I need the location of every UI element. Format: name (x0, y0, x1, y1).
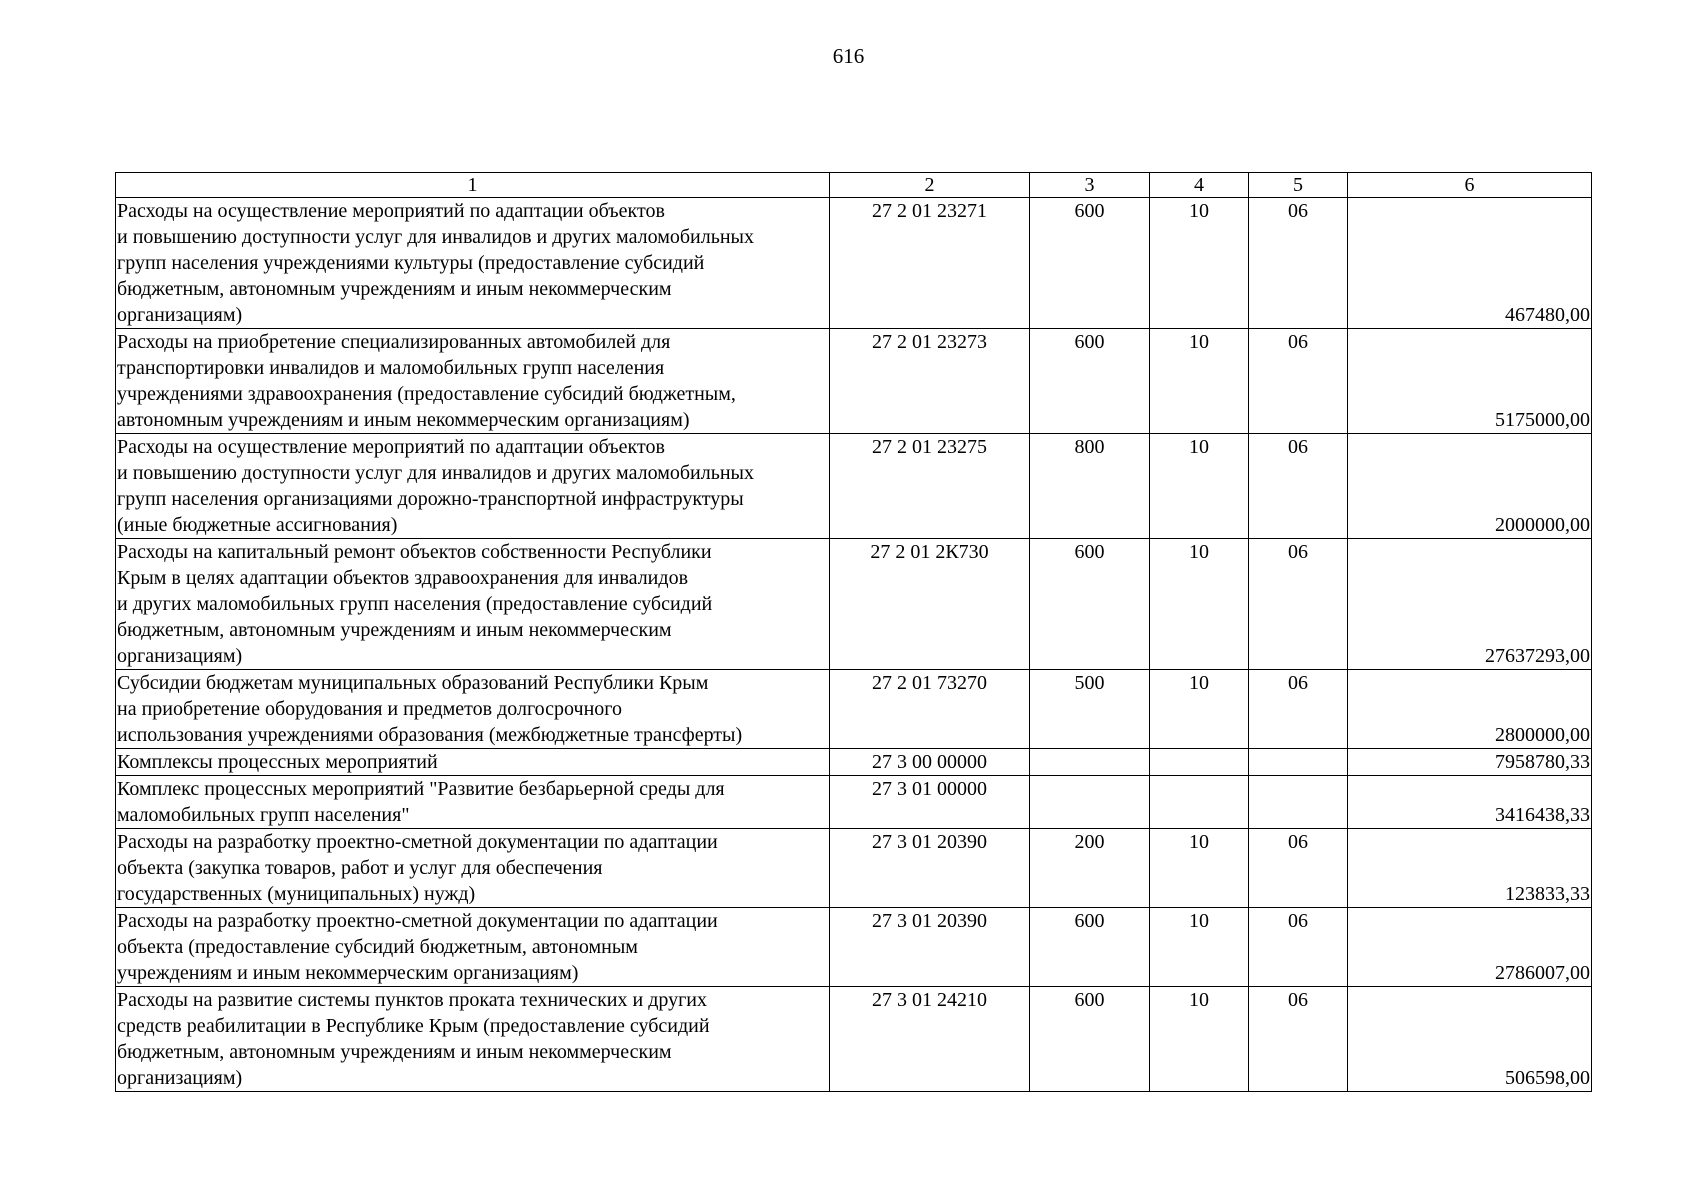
section-code: 10 (1150, 670, 1249, 749)
subsection-code: 06 (1249, 829, 1348, 908)
amount-value: 27637293,00 (1348, 539, 1592, 670)
amount-value: 467480,00 (1348, 198, 1592, 329)
subsection-code (1249, 749, 1348, 776)
subsection-code: 06 (1249, 198, 1348, 329)
subsection-code: 06 (1249, 539, 1348, 670)
subsection-code: 06 (1249, 670, 1348, 749)
target-article-code: 27 3 01 00000 (830, 776, 1030, 829)
subsection-code: 06 (1249, 987, 1348, 1092)
section-code: 10 (1150, 908, 1249, 987)
amount-value: 506598,00 (1348, 987, 1592, 1092)
subsection-code (1249, 776, 1348, 829)
table-row (116, 749, 1592, 776)
table-row (116, 670, 1592, 749)
table-row (116, 539, 1592, 670)
row-description: Расходы на приобретение специализированных автомобилей для транспортировки инвалидов и маломобильных групп населения учреждениями здравоохранения (предоставление субсидий бюджетным, автономным учреждениям и иным некоммерческим организациям) (116, 329, 830, 434)
expense-type-code: 600 (1030, 987, 1150, 1092)
target-article-code: 27 3 01 20390 (830, 829, 1030, 908)
expense-type-code: 600 (1030, 198, 1150, 329)
section-code: 10 (1150, 829, 1249, 908)
expense-type-code: 600 (1030, 329, 1150, 434)
table-row (116, 776, 1592, 829)
column-header: 3 (1030, 173, 1150, 198)
row-description: Расходы на осуществление мероприятий по адаптации объектов и повышению доступности услуг для инвалидов и других маломобильных групп населения учреждениями культуры (предоставление субсидий бюджетным, автономным учреждениям и иным некоммерческим организациям) (116, 198, 830, 329)
column-header: 2 (830, 173, 1030, 198)
subsection-code: 06 (1249, 908, 1348, 987)
subsection-code: 06 (1249, 329, 1348, 434)
section-code: 10 (1150, 329, 1249, 434)
section-code: 10 (1150, 987, 1249, 1092)
table-row (116, 908, 1592, 987)
target-article-code: 27 3 00 00000 (830, 749, 1030, 776)
column-header: 1 (116, 173, 830, 198)
section-code (1150, 776, 1249, 829)
amount-value: 7958780,33 (1348, 749, 1592, 776)
amount-value: 2800000,00 (1348, 670, 1592, 749)
row-description: Комплекс процессных мероприятий "Развитие безбарьерной среды для маломобильных групп населения" (116, 776, 830, 829)
row-description: Комплексы процессных мероприятий (116, 749, 830, 776)
row-description: Расходы на разработку проектно-сметной документации по адаптации объекта (предоставление субсидий бюджетным, автономным учреждениям и иным некоммерческим организациям) (116, 908, 830, 987)
amount-value: 2000000,00 (1348, 434, 1592, 539)
budget-table (115, 172, 1592, 1092)
subsection-code: 06 (1249, 434, 1348, 539)
table-row (116, 434, 1592, 539)
expense-type-code (1030, 776, 1150, 829)
target-article-code: 27 2 01 23271 (830, 198, 1030, 329)
target-article-code: 27 2 01 2К730 (830, 539, 1030, 670)
column-header: 4 (1150, 173, 1249, 198)
column-header: 6 (1348, 173, 1592, 198)
target-article-code: 27 2 01 73270 (830, 670, 1030, 749)
table-row (116, 329, 1592, 434)
expense-type-code: 200 (1030, 829, 1150, 908)
target-article-code: 27 3 01 20390 (830, 908, 1030, 987)
amount-value: 5175000,00 (1348, 329, 1592, 434)
row-description: Расходы на капитальный ремонт объектов собственности Республики Крым в целях адаптации объектов здравоохранения для инвалидов и других маломобильных групп населения (предоставление субсидий бюджетным, автономным учреждениям и иным некоммерческим организациям) (116, 539, 830, 670)
table-header-row (116, 173, 1592, 198)
expense-type-code: 800 (1030, 434, 1150, 539)
row-description: Субсидии бюджетам муниципальных образований Республики Крым на приобретение оборудования и предметов долгосрочного использования учреждениями образования (межбюджетные трансферты) (116, 670, 830, 749)
section-code: 10 (1150, 539, 1249, 670)
target-article-code: 27 3 01 24210 (830, 987, 1030, 1092)
expense-type-code (1030, 749, 1150, 776)
row-description: Расходы на разработку проектно-сметной документации по адаптации объекта (закупка товаров, работ и услуг для обеспечения государственных (муниципальных) нужд) (116, 829, 830, 908)
column-header: 5 (1249, 173, 1348, 198)
section-code: 10 (1150, 434, 1249, 539)
section-code (1150, 749, 1249, 776)
expense-type-code: 600 (1030, 539, 1150, 670)
amount-value: 3416438,33 (1348, 776, 1592, 829)
amount-value: 2786007,00 (1348, 908, 1592, 987)
expense-type-code: 600 (1030, 908, 1150, 987)
row-description: Расходы на осуществление мероприятий по адаптации объектов и повышению доступности услуг для инвалидов и других маломобильных групп населения организациями дорожно-транспортной инфраструктуры (иные бюджетные ассигнования) (116, 434, 830, 539)
table-row (116, 198, 1592, 329)
section-code: 10 (1150, 198, 1249, 329)
table-row (116, 829, 1592, 908)
target-article-code: 27 2 01 23273 (830, 329, 1030, 434)
target-article-code: 27 2 01 23275 (830, 434, 1030, 539)
row-description: Расходы на развитие системы пунктов проката технических и других средств реабилитации в Республике Крым (предоставление субсидий бюджетным, автономным учреждениям и иным некоммерческим организациям) (116, 987, 830, 1092)
table-row (116, 987, 1592, 1092)
amount-value: 123833,33 (1348, 829, 1592, 908)
page-number: 616 (832, 44, 865, 68)
expense-type-code: 500 (1030, 670, 1150, 749)
